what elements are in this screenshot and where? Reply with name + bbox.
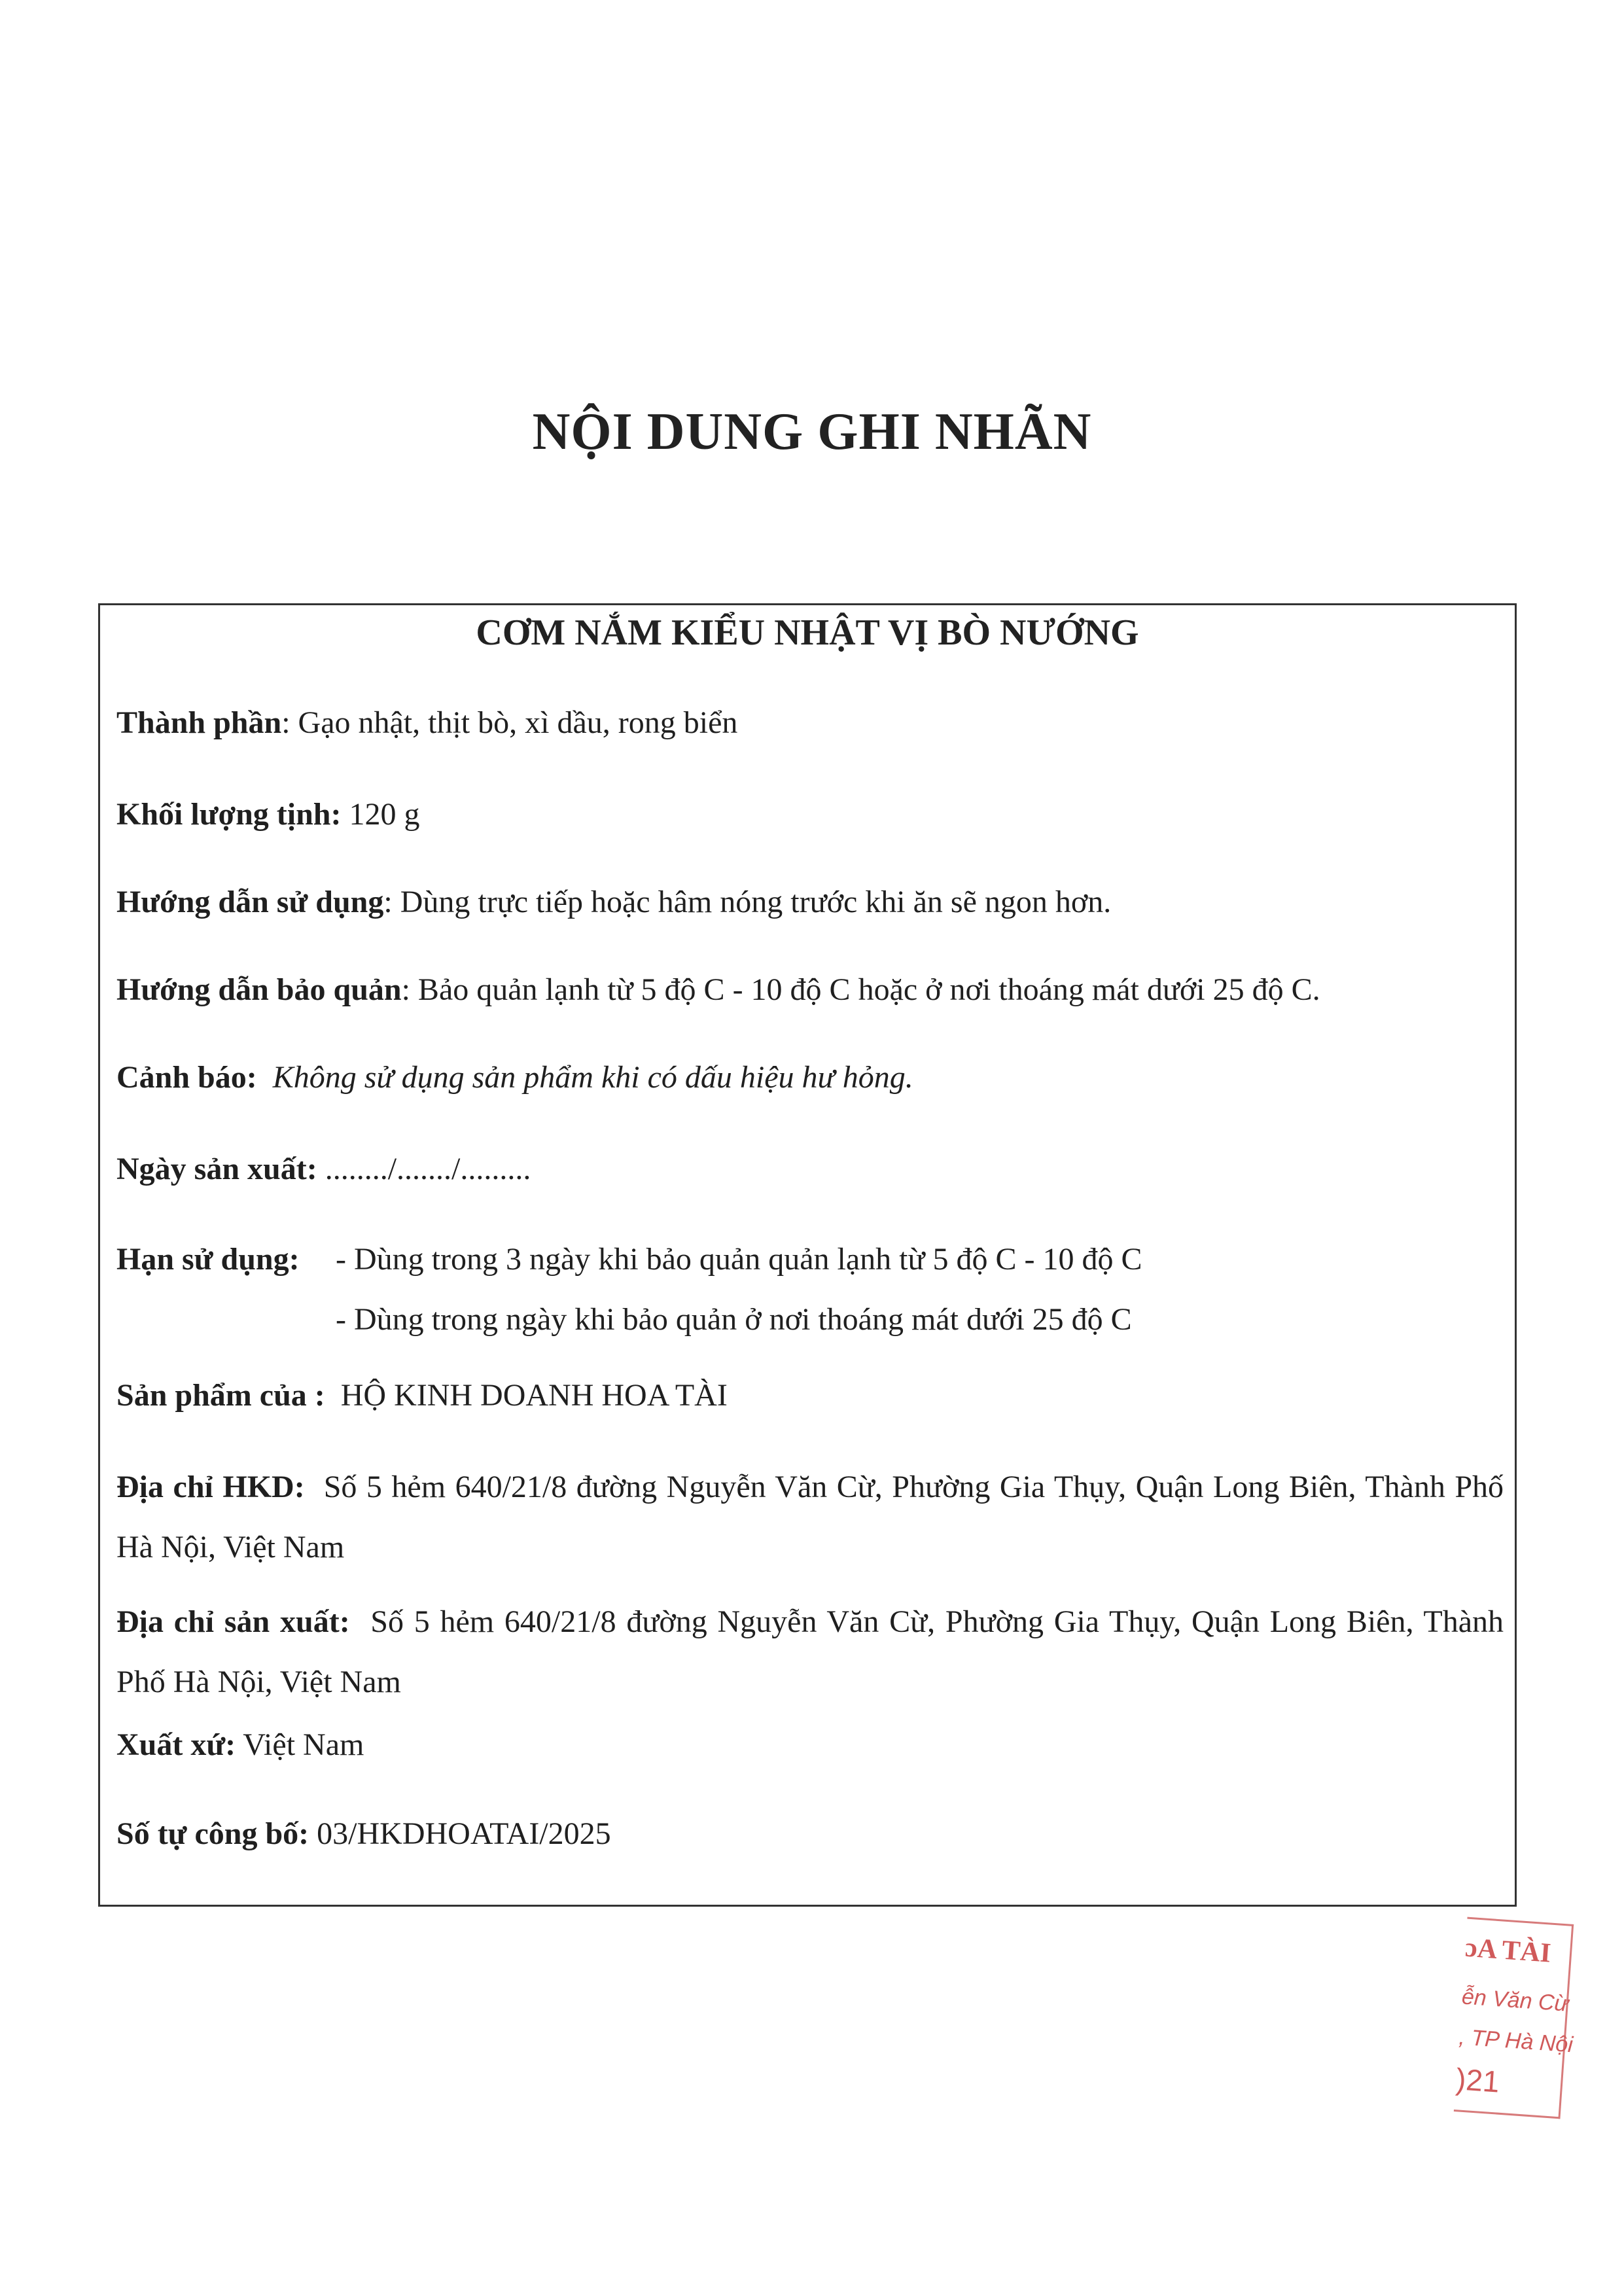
usage-line xyxy=(116,884,1111,920)
company-stamp xyxy=(1454,1917,1574,2119)
net-weight-label: Khối lượng tịnh: xyxy=(116,797,342,832)
expiry-line-1 xyxy=(116,1241,300,1277)
ingredients-line xyxy=(116,705,737,741)
manufacturer-value: HỘ KINH DOANH HOA TÀI xyxy=(340,1378,728,1413)
origin-label: Xuất xứ: xyxy=(116,1727,236,1762)
manufacturer-label: Sản phẩm của : xyxy=(116,1378,325,1413)
product-name: CƠM NẮM KIỂU NHẬT VỊ BÒ NƯỚNG xyxy=(476,612,1139,653)
declaration-value: 03/HKDHOATAI/2025 xyxy=(309,1816,611,1851)
production-address-value: Số 5 hẻm 640/21/8 đường Nguyễn Văn Cừ, Phường Gia Thụy, Quận Long Biên, Thành Phố Hà Nội, Việt Nam xyxy=(116,1604,1504,1699)
hkd-address-value: Số 5 hẻm 640/21/8 đường Nguyễn Văn Cừ, Phường Gia Thụy, Quận Long Biên, Thành Phố Hà Nội, Việt Nam xyxy=(116,1470,1504,1564)
warning-value: Không sử dụng sản phẩm khi có dấu hiệu hư hỏng. xyxy=(272,1060,913,1095)
expiry-item-1: - Dùng trong 3 ngày khi bảo quản quản lạnh từ 5 độ C - 10 độ C xyxy=(336,1242,1142,1277)
origin-line xyxy=(116,1727,364,1763)
hkd-address-label: Địa chỉ HKD: xyxy=(116,1470,305,1504)
declaration-label: Số tự công bố: xyxy=(116,1816,309,1851)
expiry-label: Hạn sử dụng: xyxy=(116,1242,300,1277)
declaration-line xyxy=(116,1816,611,1852)
stamp-line-3: , TP Hà Nội xyxy=(1458,2024,1574,2058)
ingredients-value: : Gạo nhật, thịt bò, xì dầu, rong biển xyxy=(281,705,738,740)
production-date-label: Ngày sản xuất: xyxy=(116,1152,317,1186)
page-title: NỘI DUNG GHI NHÃN xyxy=(532,403,1092,461)
warning-label: Cảnh báo: xyxy=(116,1060,257,1095)
warning-line xyxy=(116,1059,913,1095)
production-address xyxy=(116,1592,1504,1712)
production-address-label: Địa chỉ sản xuất: xyxy=(116,1604,350,1639)
net-weight-line xyxy=(116,796,419,832)
ingredients-label: Thành phần xyxy=(116,705,282,740)
storage-value: : Bảo quản lạnh từ 5 độ C - 10 độ C hoặc ở nơi thoáng mát dưới 25 độ C. xyxy=(401,972,1320,1007)
net-weight-value: 120 g xyxy=(341,797,420,832)
production-date-value: ......../......./......... xyxy=(325,1152,531,1186)
production-date-line xyxy=(116,1151,531,1187)
expiry-item-2: - Dùng trong ngày khi bảo quản ở nơi thoáng mát dưới 25 độ C xyxy=(336,1302,1132,1337)
origin-value: Việt Nam xyxy=(236,1727,364,1762)
manufacturer-line xyxy=(116,1377,728,1413)
storage-line xyxy=(116,972,1320,1008)
usage-label: Hướng dẫn sử dụng xyxy=(116,885,384,919)
label-box xyxy=(98,603,1517,1907)
stamp-line-4: )21 xyxy=(1455,2062,1501,2099)
storage-label: Hướng dẫn bảo quản xyxy=(116,972,402,1007)
stamp-line-2: ễn Văn Cừ xyxy=(1460,1984,1570,2017)
usage-value: : Dùng trực tiếp hoặc hâm nóng trước khi ăn sẽ ngon hơn. xyxy=(383,885,1112,919)
hkd-address xyxy=(116,1457,1504,1578)
stamp-line-1: ɔA TÀI xyxy=(1464,1932,1552,1969)
